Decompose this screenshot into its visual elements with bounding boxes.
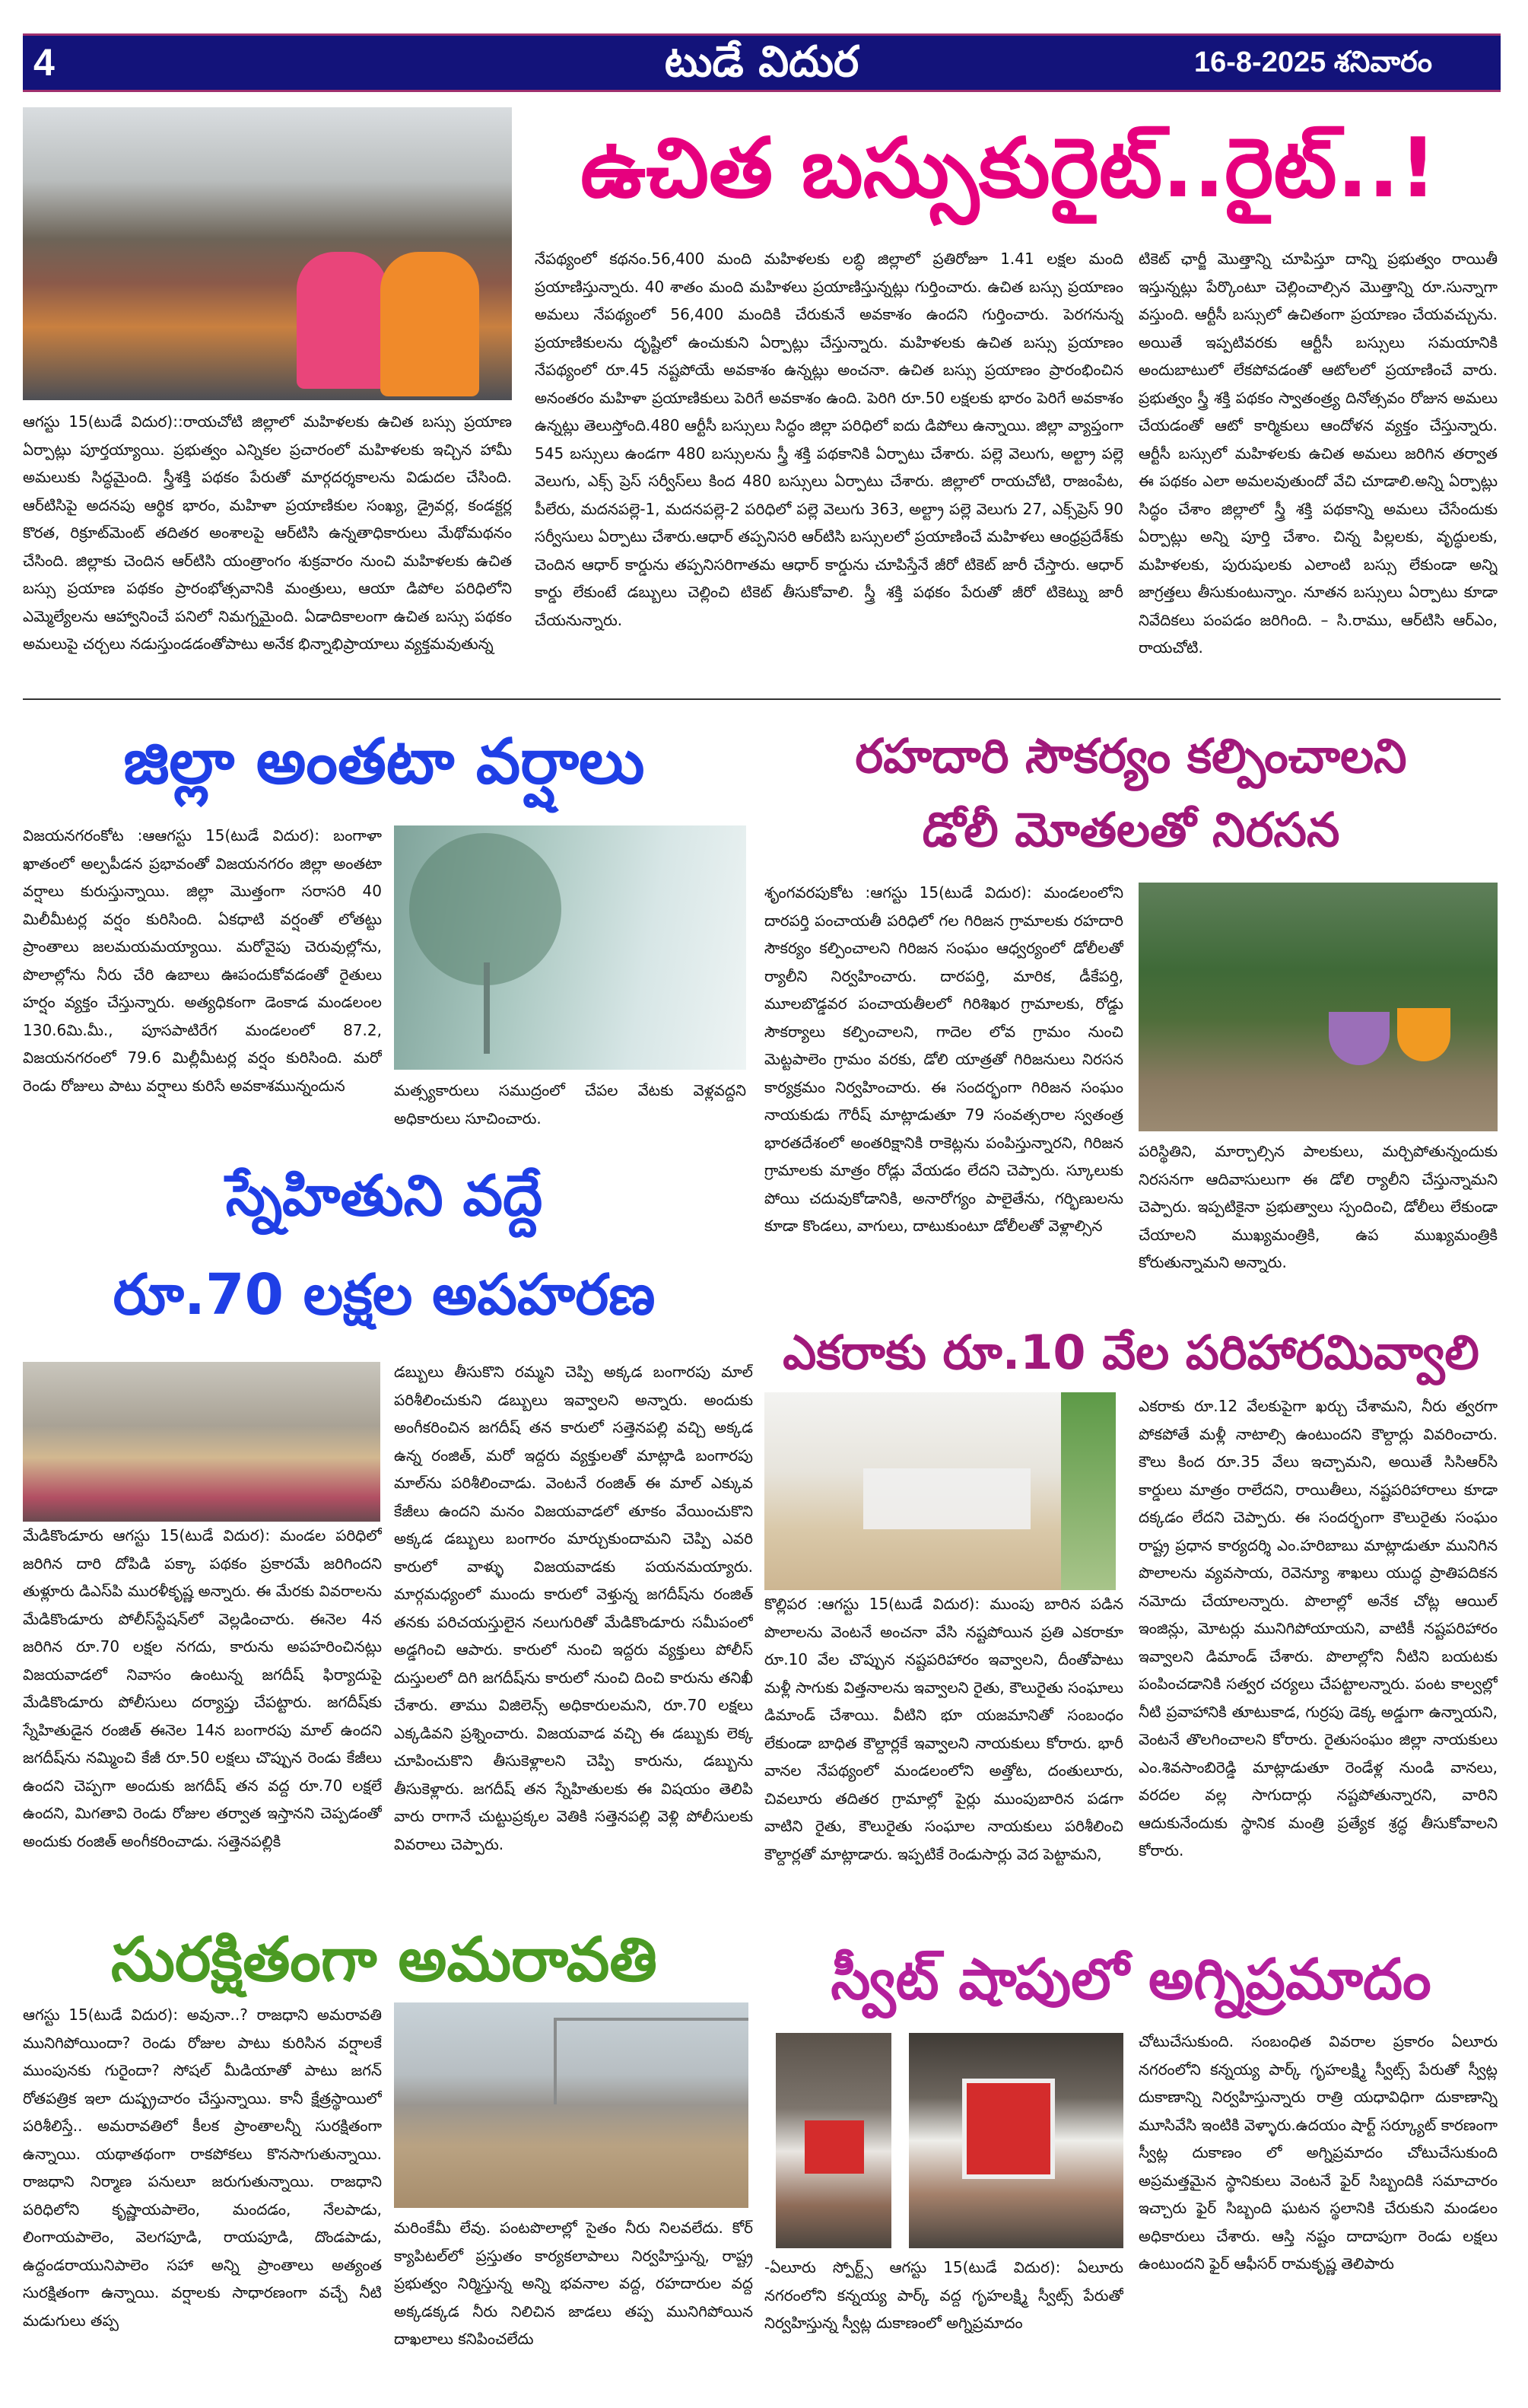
newspaper-title: టుడే విదుర xyxy=(664,37,859,87)
police-press-meet-photo xyxy=(23,1362,380,1522)
theft-headline-line-2: రూ.70 లక్షల అపహరణ xyxy=(113,1262,656,1328)
flooded-field-photo xyxy=(764,1392,1116,1590)
rain-photo xyxy=(394,825,746,1070)
masthead-bar xyxy=(23,33,1501,92)
fire-column-1: -ఏలూరు స్పోర్ట్స్ ఆగస్టు 15(టుడే విదుర): ఏలూరు నగరంలోని కన్నయ్య పార్క్ వద్ద గృహలక్ష్మి స్వీట్స్ పేరుతో నిర్వహిస్తున్న స్వీట్ల దుకాణంలో అగ్నిప్రమాదం xyxy=(764,2258,1123,2332)
fire-column-2: చోటుచేసుకుంది. సంబంధిత వివరాల ప్రకారం ఏలూరు నగరంలోని కన్నయ్య పార్క్ గృహలక్ష్మి స్వీట్స్ పేరుతో స్వీట్ల దుకాణాన్ని నిర్వహిస్తున్నారు రాత్రి యధావిధిగా దుకాణాన్ని మూసివేసి ఇంటికి వెళ్ళారు.ఉదయం షార్ట్ సర్క్యూట్ కారణంగా స్వీట్ల దుకాణం లో అగ్నిప్రమాదం చోటుచేసుకుంది అప్రమత్తమైన స్థానికులు వెంటనే ఫైర్ సిబ్బందికి సమాచారం ఇచ్చారు ఫైర్ సిబ్బంది ఘటన స్థలానికి చేరుకుని మండలం అధికారులు చేశారు. ఆస్తి నష్టం దాదాపుగా రెండు లక్షలు ఉంటుందని ఫైర్ ఆఫీసర్ రామకృష్ణ తెలిపారు xyxy=(1139,2032,1498,2273)
rain-column-2: మత్స్యకారులు సముద్రంలో చేపల వేటకు వెళ్లవద్దని అధికారులు సూచించారు. xyxy=(394,1081,746,1128)
road-column-1: శృంగవరపుకోట :ఆగస్టు 15(టుడే విదుర): మండలంలోని దారపర్తి పంచాయతీ పరిధిలో గల గిరిజన గ్రామాలకు రహదారి సౌకర్యం కల్పించాలని గిరిజన సంఘం ఆధ్వర్యంలో డోలీలతో ర్యాలీని నిర్వహించారు. దారపర్తి, మారిక, డీకేపర్తి, మూలబొడ్డవర పంచాయతీలలో గిరిశిఖర గ్రామాలకు, రోడ్డు సౌకర్యాలు కల్పించాలని, గాదెల లోవ గ్రామం నుంచి మెట్టపాలెం గ్రామం వరకు, డోలి యాత్రతో గిరిజనులు నిరసన కార్యక్రమం నిర్వహించారు. ఈ సందర్భంగా గిరిజన సంఘం నాయకుడు గౌరీష్ మాట్లాడుతూ 79 సంవత్సరాల స్వతంత్ర భారతదేశంలో అంతరిక్షానికి రాకెట్లను పంపిస్తున్నారని, గిరిజన గ్రామాలకు మాత్రం రోడ్లు వేయడం లేదని చెప్పారు. స్కూలుకు పోయి చదువుకోడానికి, అనారోగ్యం పాలైతేను, గర్భిణులను కూడా కొండలు, వాగులు, దాటుకుంటూ డోలీలతో వెళ్లాల్సిన xyxy=(764,883,1123,1235)
lead-headline: ఉచిత బస్సుకురైట్..రైట్..! xyxy=(580,121,1437,216)
amaravati-headline: సురక్షితంగా అమరావతి xyxy=(111,1924,657,1995)
compensation-column-2: ఎకరాకు రూ.12 వేలకుపైగా ఖర్చు చేశామని, నీరు త్వరగా పోకపోతే మళ్లీ నాటాల్సి ఉంటుందని కౌల్దార్లు వివరించారు. కౌలు కింద రూ.35 వేలు ఇచ్చామని, అయితే సిసిఆర్‌సి కార్డులు మాత్రం రాలేదని, రాయితీలు, నష్టపరిహారాలు కూడా దక్కడం లేదని చెప్పారు. ఈ సందర్భంగా కౌలురైతు సంఘం రాష్ట్ర ప్రధాన కార్యదర్శి ఎం.హరిబాబు మాట్లాడుతూ మునిగిన పొలాలను వ్యవసాయ, రెవెన్యూ శాఖలు యుద్ధ ప్రాతిపదికన నమోదు చేయాలన్నారు. పొలాల్లో అనేక చోట్ల ఆయిల్ ఇంజిన్లు, మోటర్లు మునిగిపోయాయని, వాటికీ నష్టపరిహారం ఇవ్వాలని డిమాండ్ చేశారు. పొలాల్లోని నీటిని బయటకు పంపించడానికి సత్వర చర్యలు చేపట్టాలన్నారు. పంట కాల్వల్లో నీటి ప్రవాహానికి తూటుకాడ, గుర్రపు డెక్క అడ్డుగా ఉన్నాయని, వెంటనే తొలగించాలని కోరారు. రైతుసంఘం జిల్లా నాయకులు ఎం.శివసాంబిరెడ్డి మాట్లాడుతూ రెండేళ్ల నుండి వానలు, వరదల వల్ల సాగుదార్లు నష్టపోతున్నారని, వారిని ఆదుకునేందుకు స్థానిక మంత్రి ప్రత్యేక శ్రద్ధ తీసుకోవాలని కోరారు. xyxy=(1139,1397,1498,1859)
fire-headline: స్వీట్ షాపులో అగ్నిప్రమాదం xyxy=(831,1947,1431,2012)
road-headline-line-1: రహదారి సౌకర్యం కల్పించాలని xyxy=(855,728,1407,784)
page-number: 4 xyxy=(33,41,55,84)
women-in-bus-photo xyxy=(23,107,512,400)
theft-column-1: మేడికొండూరు ఆగస్టు 15(టుడే విదుర): మండల పరిధిలో జరిగిన దారి దోపిడి పక్కా పథకం ప్రకారమే జరిగిందని తుళ్లూరు డిఎస్‌పి మురళీకృష్ణ అన్నారు. ఈ మేరకు వివరాలను మేడికొండూరు పోలీస్‌స్టేషన్‌లో వెల్లడించారు. ఈనెల 4న జరిగిన రూ.70 లక్షల నగదు, కారును అపహరించినట్లు విజయవాడలో నివాసం ఉంటున్న జగదీష్ ఫిర్యాదుపై మేడికొండూరు పోలీసులు దర్యాప్తు చేపట్టారు. జగదీష్‌కు స్నేహితుడైన రంజిత్ ఈనెల 14న బంగారపు మాల్ ఉందని జగదీష్‌ను నమ్మించి కేజీ రూ.50 లక్షలు చొప్పున రెండు కేజీలు ఉందని చెప్పగా అందుకు జగదీష్ తన వద్ద రూ.70 లక్షలే ఉందని, మిగతావి రెండు రోజుల తర్వాత ఇస్తానని చెప్పడంతో అందుకు రంజిత్ అంగీకరించాడు. సత్తెనపల్లికి xyxy=(23,1526,382,1850)
road-headline-line-2: డోలీ మోతలతో నిరసన xyxy=(922,802,1340,857)
doli-rally-photo xyxy=(1139,883,1498,1131)
lead-column-1: ఆగస్టు 15(టుడే విదుర)::రాయచోటి జిల్లాలో మహిళలకు ఉచిత బస్సు ప్రయాణ ఏర్పాట్లు పూర్తయ్యాయి. ప్రభుత్వం ఎన్నికల ప్రచారంలో మహిళలకు ఇచ్చిన హామీ అమలుకు సిద్ధమైంది. స్త్రీశక్తి పథకం పేరుతో మార్గదర్శకాలను విడుదల చేసింది. ఆర్‌టిసిపై అదనపు ఆర్థిక భారం, మహిళా ప్రయాణికుల సంఖ్య, డ్రైవర్ల, కండక్టర్ల కొరత, రిక్రూట్‌మెంట్ తదితర అంశాలపై ఆర్‌టిసి ఉన్నతాధికారులు మేథోమథనం చేసింది. జిల్లాకు చెందిన ఆర్‌టిసి యంత్రాంగం శుక్రవారం నుంచి మహిళలకు ఉచిత బస్సు ప్రయాణ పథకం ప్రారంభోత్సవానికి మంత్రులు, ఆయా డిపోల పరిధిలోని ఎమ్మెల్యేలను ఆహ్వానించే పనిలో నిమగ్నమైంది. ఏడాదికాలంగా ఉచిత బస్సు పథకం అమలుపై చర్చలు నడుస్తుండడంతోపాటు అనేక భిన్నాభిప్రాయాలు వ్యక్తమవుతున్న xyxy=(23,412,512,653)
amaravati-construction-photo xyxy=(394,2002,748,2208)
rain-column-1: విజయనగరంకోట :ఆఆగస్టు 15(టుడే విదుర): బంగాళా ఖాతంలో అల్పపీడన ప్రభావంతో విజయనగరం జిల్లా అంతటా వర్షాలు కురుస్తున్నాయి. జిల్లా మొత్తంగా సరాసరి 40 మిలీమీటర్ల వర్షం కురిసింది. ఏకధాటి వర్షంతో లోతట్టు ప్రాంతాలు జలమయమయ్యాయి. మరోవైపు చెరువుల్లోను, పొలాల్లోను నీరు చేరి ఉబాలు ఊపందుకోవడంతో రైతులు హర్షం వ్యక్తం చేస్తున్నారు. అత్యధికంగా డెంకాడ మండలంల 130.6మి.మీ., పూసపాటిరేగ మండలంలో 87.2, విజయనగరంలో 79.6 మిల్లీమీటర్ల వర్షం కురిసింది. మరో రెండు రోజులు పాటు వర్షాలు కురిసే అవకాశమున్నందున xyxy=(23,826,382,1095)
rain-headline: జిల్లా అంతటా వర్షాలు xyxy=(123,726,645,798)
amaravati-column-2: మరింకేమీ లేవు. పంటపొలాల్లో సైతం నీరు నిలవలేదు. కోర్ క్యాపిటల్‌లో ప్రస్తుతం కార్యకలాపాలు నిర్వహిస్తున్న, రాష్ట్ర ప్రభుత్వం నిర్మిస్తున్న అన్ని భవనాల వద్ద, రహదారుల వద్ద అక్కడక్కడ నీరు నిలిచిన జాడలు తప్ప మునిగిపోయిన దాఖలాలు కనిపించలేదు xyxy=(394,2219,753,2348)
compensation-headline: ఎకరాకు రూ.10 వేల పరిహారమివ్వాలి xyxy=(783,1325,1479,1380)
issue-date: 16-8-2025 శనివారం xyxy=(1193,46,1432,78)
amaravati-column-1: ఆగస్టు 15(టుడే విదుర): అవునా..? రాజధాని అమరావతి మునిగిపోయిందా? రెండు రోజుల పాటు కురిసిన వర్షాలకే ముంపునకు గురైందా? సోషల్ మీడియాతో పాటు జగన్ రోతపత్రిక ఇలా దుష్ప్రచారం చేస్తున్నాయి. కానీ క్షేత్రస్థాయిలో పరిశీలిస్తే.. అమరావతిలో కీలక ప్రాంతాలన్నీ సురక్షితంగా ఉన్నాయి. యథాతథంగా రాకపోకలు కొనసాగుతున్నాయి. రాజధాని నిర్మాణ పనులూ జరుగుతున్నాయి. రాజధాని పరిధిలోని కృష్ణాయపాలెం, మందడం, నేలపాడు, లింగాయపాలెం, వెలగపూడి, రాయపూడి, దొండపాడు, ఉద్దండరాయునిపాలెం సహా అన్ని ప్రాంతాలు అత్యంత సురక్షితంగా ఉన్నాయి. వర్షాలకు సాధారణంగా వచ్చే నీటి మడుగులు తప్ప xyxy=(23,2006,382,2330)
burnt-shop-photo-2 xyxy=(909,2033,1123,2248)
theft-column-2: డబ్బులు తీసుకొని రమ్మని చెప్పి అక్కడ బంగారపు మాల్ పరిశీలించుకుని డబ్బులు ఇవ్వాలని అన్నారు. అందుకు అంగీకరించిన జగదీష్ తన కారులో సత్తెనపల్లి వచ్చి అక్కడ ఉన్న రంజిత్, మరో ఇద్దరు వ్యక్తులతో మాట్లాడి బంగారపు మాల్‌ను పరిశీలించాడు. వెంటనే రంజిత్ ఈ మాల్ ఎక్కువ కేజీలు ఉందని మనం విజయవాడలో తూకం వేయించుకొని అక్కడ డబ్బులు బంగారం మార్చుకుందామని చెప్పి ఎవరి కారులో వాళ్ళు విజయవాడకు పయనమయ్యారు. మార్గమధ్యంలో ముందు కారులో వెళ్తున్న జగదీష్‌ను రంజిత్ తనకు పరిచయస్తులైన నలుగురితో మేడికొండూరు సమీపంలో అడ్డగించి ఆపారు. కారులో నుంచి ఇద్దరు వ్యక్తులు పోలీస్ దుస్తులలో దిగి జగదీష్‌ను కారులో నుంచి దించి కారును తనిఖీ చేశారు. తాము విజిలెన్స్ అధికారులమని, రూ.70 లక్షలు ఎక్కడివని ప్రశ్నించారు. విజయవాడ వచ్చి ఈ డబ్బుకు లెక్క చూపించుకొని తీసుకెళ్లాలని చెప్పి కారును, డబ్బును తీసుకెళ్లారు. జగదీష్ తన స్నేహితులకు ఈ విషయం తెలిపి వారు రాగానే చుట్టుప్రక్కల వెతికి సత్తెనపల్లి వెళ్లి పోలీసులకు వివరాలు చెప్పారు. xyxy=(394,1363,753,1853)
burnt-shop-photo-1 xyxy=(776,2033,891,2248)
compensation-column-1: కొల్లిపర :ఆగస్టు 15(టుడే విదుర): ముంపు బారిన పడిన పొలాలను వెంటనే అంచనా వేసి నష్టపోయిన ప్రతి ఎకరాకూ రూ.10 వేల చొప్పున నష్టపరిహారం ఇవ్వాలని, దీంతోపాటు మళ్లీ సాగుకు విత్తనాలను ఇవ్వాలని రైతు, కౌలురైతు సంఘాలు డిమాండ్ చేశాయి. వీటిని భూ యజమానితో సంబంధం లేకుండా బాధిత కౌల్దార్లకే ఇవ్వాలని నాయకులు కోరారు. భారీ వానల నేపథ్యంలో మండలంలోని అత్తోట, దంతులూరు, చివలూరు తదితర గ్రామాల్లో పైర్లు ముంపుబారిన పడగా వాటిని రైతు, కౌలురైతు సంఘాల నాయకులు పరిశీలించి కౌల్దార్లతో మాట్లాడారు. ఇప్పటికే రెండుసార్లు వెద పెట్టామని, xyxy=(764,1595,1123,1863)
section-divider xyxy=(23,698,1501,700)
lead-column-2: నేపథ్యంలో కథనం.56,400 మంది మహిళలకు లబ్ధి జిల్లాలో ప్రతిరోజూ 1.41 లక్షల మంది ప్రయాణిస్తున్నారు. 40 శాతం మంది మహిళలు ప్రయాణిస్తున్నట్లు గుర్తించారు. ఉచిత బస్సు ప్రయాణం అమలు నేపథ్యంలో 56,400 మందికి చేరుకునే అవకాశం ఉందని గుర్తించారు. పెరగనున్న ప్రయాణికులను దృష్టిలో ఉంచుకుని ఏర్పాట్లు చేస్తున్నారు. మహిళలకు ఉచిత బస్సు ప్రయాణం నేపథ్యంలో రూ.45 నష్టపోయే అవకాశం ఉన్నట్లు అంచనా. ఉచిత బస్సు ప్రయాణం ప్రారంభించిన అనంతరం మహిళా ప్రయాణికులు పెరిగే అవకాశం ఉంది. పెరిగి రూ.50 లక్షలకు భారం పెరిగే అవకాశం ఉన్నట్లు తెలుస్తోంది.480 ఆర్టీసీ బస్సులు సిద్ధం జిల్లా పరిధిలో ఐదు డిపోలు ఉన్నాయి. జిల్లా వ్యాప్తంగా 545 బస్సులు ఉండగా 480 బస్సులను స్త్రీ శక్తి పథకానికి ఏర్పాటు చేశారు. పల్లె వెలుగు, అల్ట్రా పల్లె వెలుగు, ఎక్స్ ప్రెస్ సర్వీస్‌లు కింద 480 బస్సులు ఏర్పాటు చేశారు. జిల్లాలో రాయచోటి, రాజంపేట, పీలేరు, మదనపల్లె-1, మదనపల్లె-2 పరిధిలో పల్లె వెలుగు 363, అల్ట్రా పల్లె వెలుగు 27, ఎక్స్‌ప్రెస్ 90 సర్వీసులు ఏర్పాటు చేశారు.ఆధార్ తప్పనిసరి ఆర్‌టిసి బస్సులలో ప్రయాణించే మహిళలు ఆంధ్రప్రదేశ్‌కు చెందిన ఆధార్ కార్డును తప్పనిసరిగాతమ ఆధార్ కార్డును చూపిస్తేనే జీరో టికెట్ జారీ చేస్తారు. ఆధార్ కార్డు లేకుంటే డబ్బులు చెల్లించి టికెట్ తీసుకోవాలి. స్త్రీ శక్తి పథకం పేరుతో జీరో టికెట్ను జారీ చేయనున్నారు. xyxy=(535,250,1123,629)
lead-column-3: టికెట్ ఛార్జీ మొత్తాన్ని చూపిస్తూ దాన్ని ప్రభుత్వం రాయితీ ఇస్తున్నట్లు పేర్కొంటూ చెల్లించాల్సిన మొత్తాన్ని రూ.సున్నాగా వస్తుంది. ఆర్టీసీ బస్సులో ఉచితంగా ప్రయాణం చేయవచ్చును. అయితే ఇప్పటివరకు ఆర్టీసీ బస్సులు సమయానికి అందుబాటులో లేకపోవడంతో ఆటోలలో ప్రయాణించే వారు. ప్రభుత్వం స్త్రీ శక్తి పథకం స్వాతంత్ర్య దినోత్సవం రోజున అమలు చేయడంతో ఆటో కార్మికులు ఆందోళన వ్యక్తం చేస్తున్నారు. ఆర్టీసీ బస్సులో మహిళలకు ఉచిత అమలు జరిగిన తర్వాత ఈ పథకం ఎలా అమలవుతుందో వేచి చూడాలి.అన్ని ఏర్పాట్లు సిద్ధం చేశాం జిల్లాలో స్త్రీ శక్తి పథకాన్ని అమలు చేసేందుకు ఏర్పాట్లు అన్ని పూర్తి చేశాం. చిన్న పిల్లలకు, వృద్ధులకు, మహిళలకు, పురుషులకు ఎలాంటి బస్సు లేకుండా అన్ని జాగ్రత్తలు తీసుకుంటున్నాం. నూతన బస్సులు ఏర్పాటు కూడా నివేదికలు పంపడం జరిగింది. – సి.రాము, ఆర్‌టిసి ఆర్‌ఎం, రాయచోటి. xyxy=(1139,250,1498,657)
road-column-2: పరిస్థితిని, మార్చాల్సిన పాలకులు, మర్చిపోతున్నందుకు నిరసనగా ఆదివాసులుగా ఈ డోలి ర్యాలీని చేస్తున్నామని చెప్పారు. ఇప్పటికైనా ప్రభుత్వాలు స్పందించి, డోలీలు లేకుండా చేయాలని ముఖ్యమంత్రికి, ఉప ముఖ్యమంత్రికి కోరుతున్నామని అన్నారు. xyxy=(1139,1142,1498,1271)
theft-headline-line-1: స్నేహితుని వద్దే xyxy=(225,1163,543,1229)
